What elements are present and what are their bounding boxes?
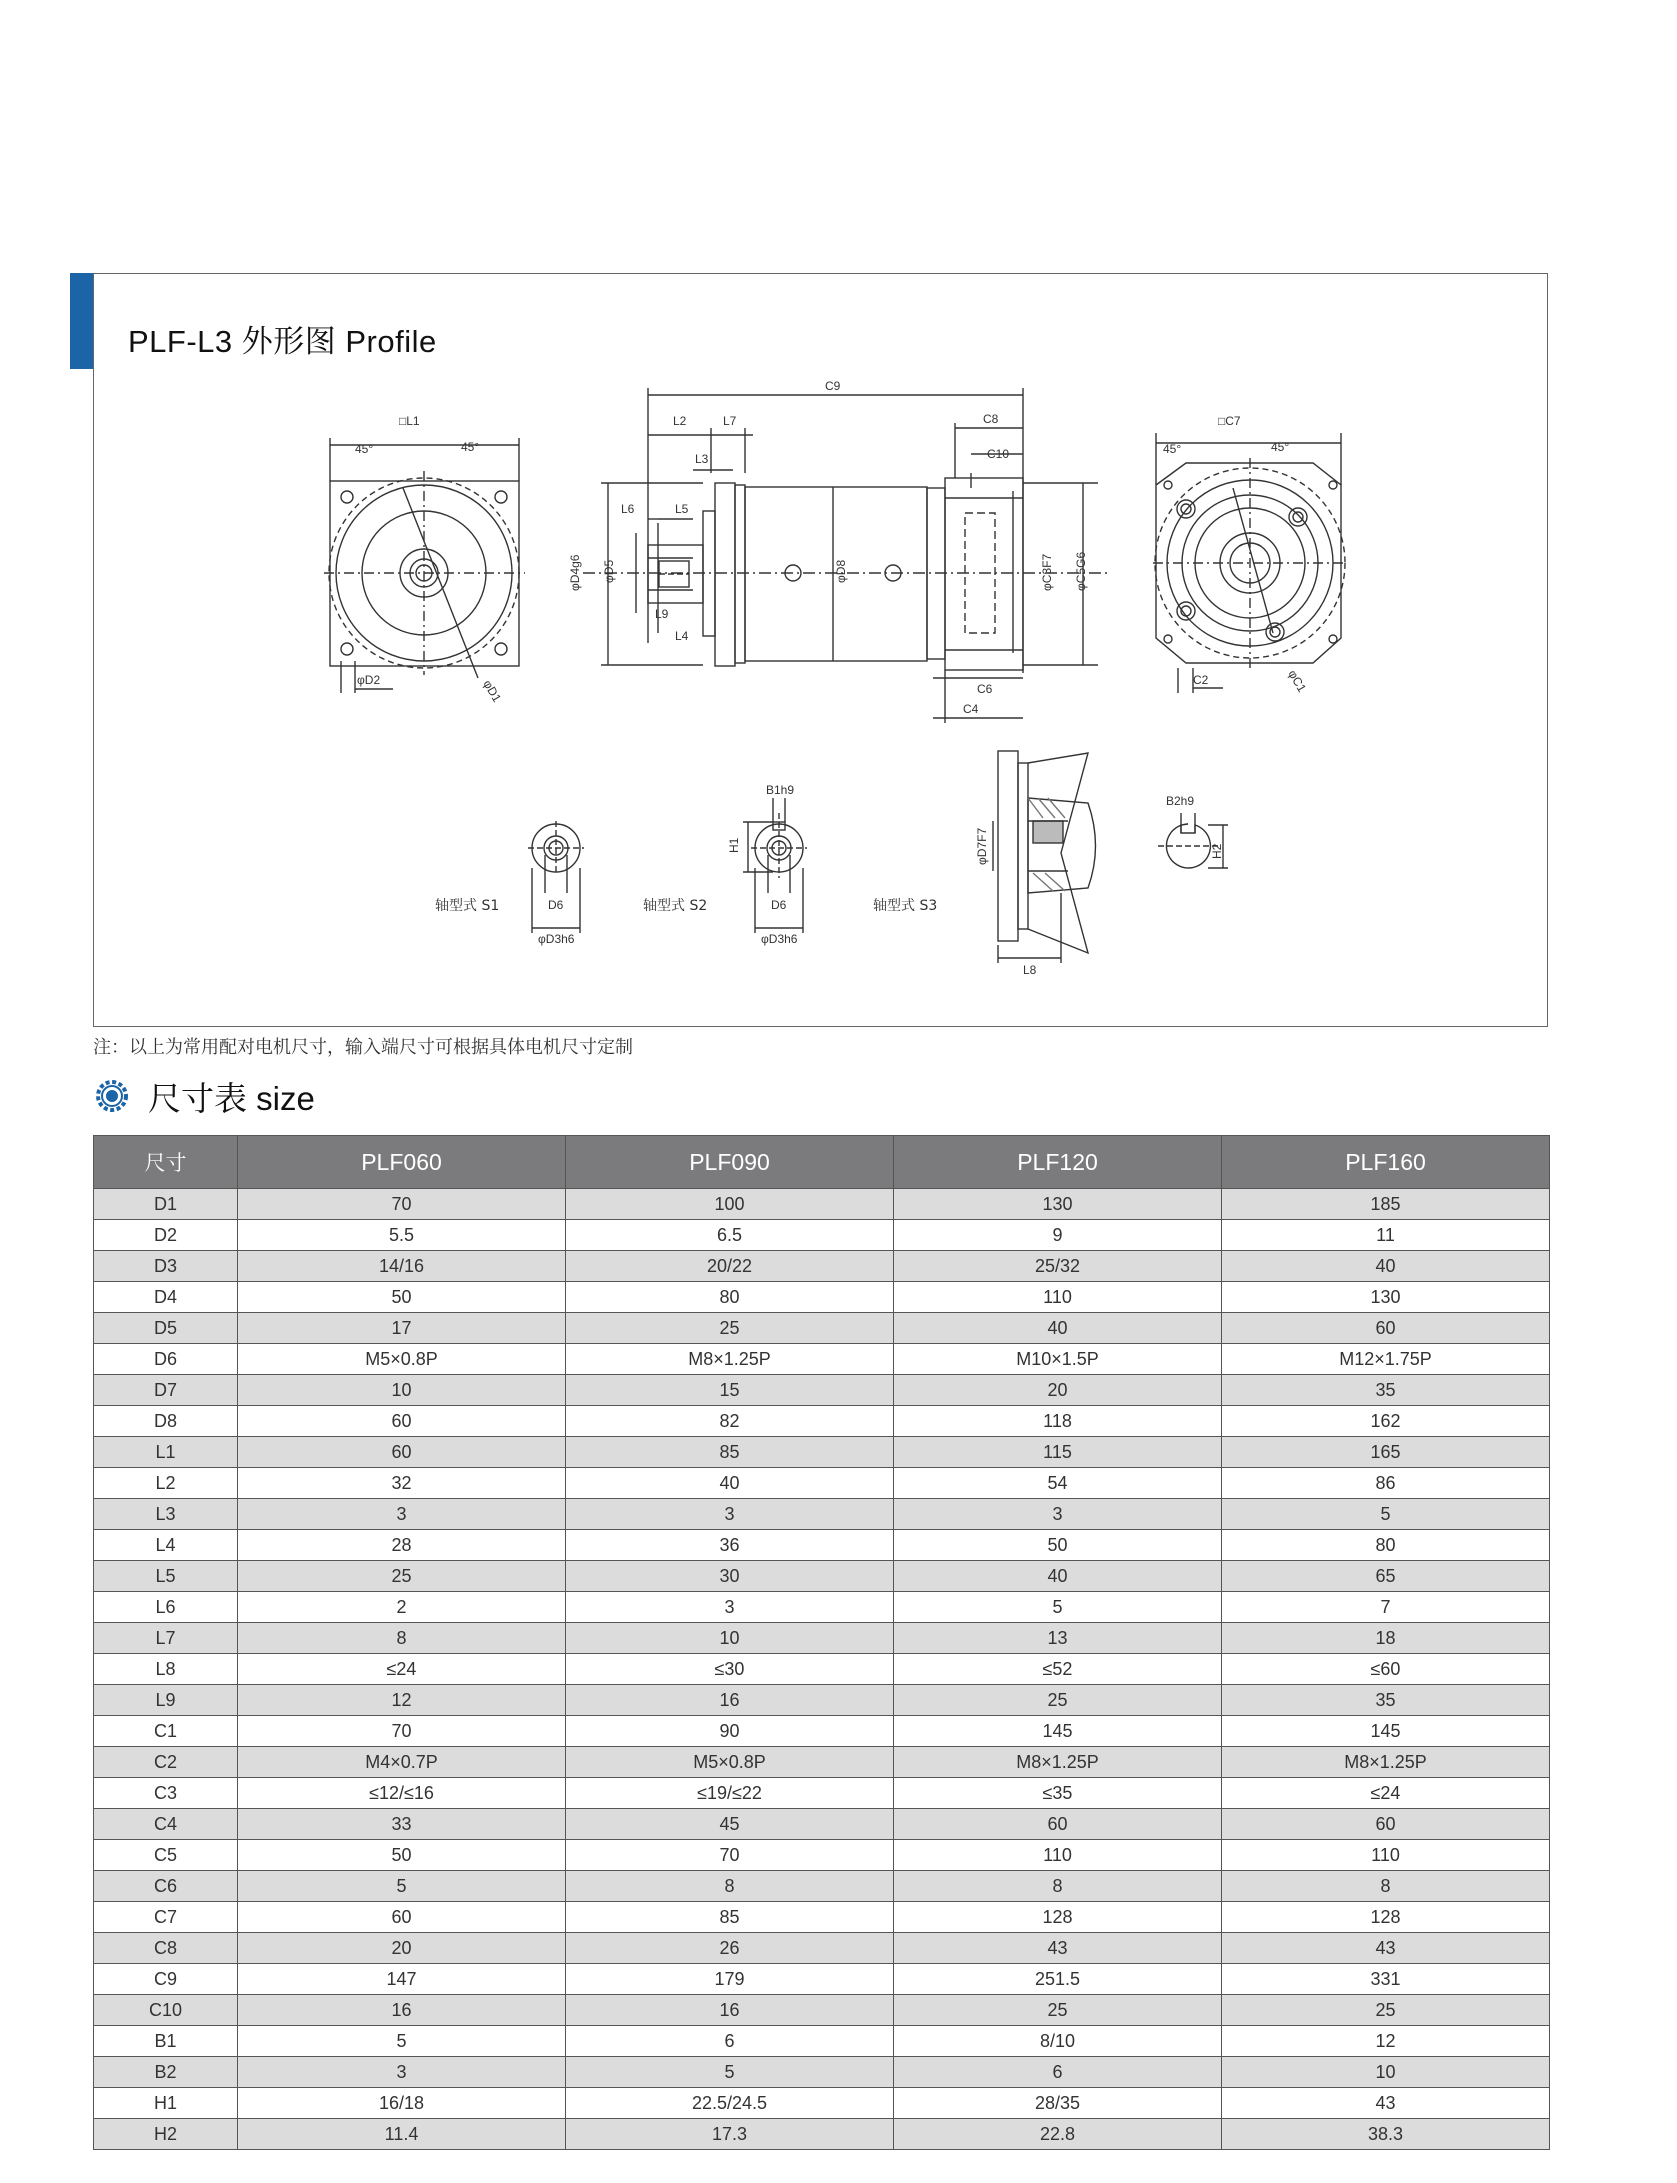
table-cell: ≤12/≤16 [238,1778,566,1809]
dim-label-45-b: 45° [461,440,480,454]
table-row [94,1375,1550,1406]
table-row [94,2026,1550,2057]
table-row [94,1468,1550,1499]
table-cell: 22.5/24.5 [566,2088,894,2119]
dim-label-d5: φD5 [602,559,616,583]
table-cell: 25 [894,1995,1222,2026]
table-row-label: D7 [94,1375,238,1406]
table-cell: 40 [894,1561,1222,1592]
table-row-label: C8 [94,1933,238,1964]
table-cell: ≤19/≤22 [566,1778,894,1809]
table-cell: 6 [894,2057,1222,2088]
table-cell: 9 [894,1220,1222,1251]
size-title: 尺寸表 size [148,1079,315,1117]
table-row-label: C6 [94,1871,238,1902]
table-cell: 185 [1222,1189,1550,1220]
table-cell: 251.5 [894,1964,1222,1995]
table-cell: 16/18 [238,2088,566,2119]
table-cell: 25 [566,1313,894,1344]
table-cell: 50 [238,1840,566,1871]
table-row-label: C7 [94,1902,238,1933]
table-cell: 32 [238,1468,566,1499]
table-cell: ≤52 [894,1654,1222,1685]
dim-label-h1: H1 [727,837,741,853]
table-row-label: L7 [94,1623,238,1654]
table-cell: M5×0.8P [566,1747,894,1778]
table-cell: 43 [1222,1933,1550,1964]
table-cell: 16 [238,1995,566,2026]
table-cell: 90 [566,1716,894,1747]
table-cell: 45 [566,1809,894,1840]
table-cell: 70 [566,1840,894,1871]
table-row-label: L2 [94,1468,238,1499]
table-row-label: D5 [94,1313,238,1344]
table-cell: 20/22 [566,1251,894,1282]
dim-label-c10: C10 [987,447,1010,461]
dim-label-h2: H2 [1210,843,1224,859]
dim-label-c5: φC5G6 [1074,551,1088,591]
table-cell: 54 [894,1468,1222,1499]
table-cell: 60 [894,1809,1222,1840]
table-cell: 8 [238,1623,566,1654]
table-cell: M8×1.25P [894,1747,1222,1778]
table-row-label: L9 [94,1685,238,1716]
table-row-label: C5 [94,1840,238,1871]
dim-label-l3: L3 [695,452,709,466]
table-cell: 14/16 [238,1251,566,1282]
table-cell: 331 [1222,1964,1550,1995]
table-row [94,2057,1550,2088]
table-cell: 10 [566,1623,894,1654]
header-plf060: PLF060 [238,1136,566,1189]
table-cell: M12×1.75P [1222,1344,1550,1375]
table-header-row [94,1136,1550,1189]
table-row-label: D1 [94,1189,238,1220]
table-cell: 179 [566,1964,894,1995]
table-cell: 11 [1222,1220,1550,1251]
dim-label-c8: C8 [983,412,999,426]
table-cell: 6.5 [566,1220,894,1251]
table-row-label: L8 [94,1654,238,1685]
table-row [94,1871,1550,1902]
table-cell: 17 [238,1313,566,1344]
dim-label-c7: □C7 [1218,414,1241,428]
gear-icon [96,1080,128,1112]
table-cell: 17.3 [566,2119,894,2150]
table-cell: 110 [1222,1840,1550,1871]
table-body [94,1189,1550,2150]
table-cell: 33 [238,1809,566,1840]
table-row [94,1716,1550,1747]
section-accent-bar [70,273,94,369]
table-cell: 3 [566,1592,894,1623]
table-cell: 8 [566,1871,894,1902]
table-cell: 85 [566,1437,894,1468]
table-row-label: C3 [94,1778,238,1809]
table-cell: 145 [894,1716,1222,1747]
dim-label-c3: φC3F7 [1040,553,1054,591]
table-row [94,1809,1550,1840]
table-cell: 38.3 [1222,2119,1550,2150]
table-cell: 11.4 [238,2119,566,2150]
table-row [94,1778,1550,1809]
table-row [94,1592,1550,1623]
dim-label-c4: C4 [963,702,979,716]
table-cell: 18 [1222,1623,1550,1654]
table-cell: 60 [238,1406,566,1437]
table-cell: 16 [566,1995,894,2026]
table-cell: M5×0.8P [238,1344,566,1375]
table-cell: ≤35 [894,1778,1222,1809]
table-cell: 3 [238,2057,566,2088]
table-row-label: C1 [94,1716,238,1747]
table-cell: 3 [238,1499,566,1530]
table-cell: 13 [894,1623,1222,1654]
table-cell: 12 [238,1685,566,1716]
table-cell: 145 [1222,1716,1550,1747]
table-cell: 25 [894,1685,1222,1716]
table-cell: 15 [566,1375,894,1406]
dim-label-d2: φD2 [357,673,381,687]
dim-label-c1: φC1 [1285,667,1310,695]
dim-label-45-c: 45° [1163,442,1182,456]
table-row-label: L6 [94,1592,238,1623]
shaft-label-s2: 轴型式 S2 [643,898,708,914]
table-cell: 5 [238,2026,566,2057]
table-cell: 147 [238,1964,566,1995]
table-cell: 130 [1222,1282,1550,1313]
table-row [94,2119,1550,2150]
table-cell: M4×0.7P [238,1747,566,1778]
table-row [94,1561,1550,1592]
table-cell: 35 [1222,1375,1550,1406]
table-row-label: C9 [94,1964,238,1995]
table-row-label: L1 [94,1437,238,1468]
table-row [94,1437,1550,1468]
table-cell: ≤24 [1222,1778,1550,1809]
table-cell: 100 [566,1189,894,1220]
table-cell: 162 [1222,1406,1550,1437]
table-row-label: L4 [94,1530,238,1561]
table-row [94,1654,1550,1685]
dim-label-l6: L6 [621,502,635,516]
table-cell: 128 [1222,1902,1550,1933]
table-cell: 2 [238,1592,566,1623]
table-cell: M8×1.25P [1222,1747,1550,1778]
table-row-label: C2 [94,1747,238,1778]
table-row [94,1189,1550,1220]
table-cell: 28/35 [894,2088,1222,2119]
table-row-label: H2 [94,2119,238,2150]
table-cell: 60 [1222,1313,1550,1344]
table-row [94,1530,1550,1561]
table-cell: 28 [238,1530,566,1561]
table-row-label: H1 [94,2088,238,2119]
table-row-label: B1 [94,2026,238,2057]
table-row [94,1902,1550,1933]
table-row [94,2088,1550,2119]
profile-note: 注：以上为常用配对电机尺寸，输入端尺寸可根据具体电机尺寸定制 [93,1037,633,1057]
dim-label-d4: φD4g6 [568,554,582,591]
table-cell: 82 [566,1406,894,1437]
table-cell: 60 [1222,1809,1550,1840]
table-cell: 130 [894,1189,1222,1220]
table-cell: 128 [894,1902,1222,1933]
table-cell: 118 [894,1406,1222,1437]
table-cell: 16 [566,1685,894,1716]
table-cell: 22.8 [894,2119,1222,2150]
table-cell: ≤24 [238,1654,566,1685]
size-table [93,1135,1550,2150]
size-heading [96,1075,315,1117]
table-cell: 3 [566,1499,894,1530]
table-row [94,1251,1550,1282]
shaft-label-s1: 轴型式 S1 [435,898,500,914]
dim-label-l4: L4 [675,629,689,643]
table-cell: 80 [1222,1530,1550,1561]
input-end-view [324,438,525,693]
table-row [94,1623,1550,1654]
table-row-label: D4 [94,1282,238,1313]
table-cell: 5.5 [238,1220,566,1251]
table-cell: 50 [894,1530,1222,1561]
table-cell: 8 [1222,1871,1550,1902]
dim-label-l9: L9 [655,607,669,621]
table-row-label: C10 [94,1995,238,2026]
table-cell: 25 [1222,1995,1550,2026]
table-row-label: L5 [94,1561,238,1592]
table-row-label: B2 [94,2057,238,2088]
shaft-label-s3: 轴型式 S3 [873,898,938,914]
dim-label-d3-s2: φD3h6 [761,932,798,946]
table-cell: 40 [566,1468,894,1499]
table-row [94,1406,1550,1437]
dim-label-d6-s1: D6 [548,898,564,912]
table-cell: 43 [1222,2088,1550,2119]
table-cell: 50 [238,1282,566,1313]
table-cell: 40 [1222,1251,1550,1282]
table-row-label: D2 [94,1220,238,1251]
table-cell: 5 [566,2057,894,2088]
dim-label-b1: B1h9 [766,783,795,797]
dim-label-d8: φD8 [834,559,848,583]
dim-label-c2: C2 [1193,673,1209,687]
dim-label-45-d: 45° [1271,440,1290,454]
header-plf120: PLF120 [894,1136,1222,1189]
table-cell: 7 [1222,1592,1550,1623]
table-row-label: D3 [94,1251,238,1282]
table-row [94,1282,1550,1313]
profile-title: PLF-L3 外形图 Profile [128,324,437,359]
profile-drawing [93,273,1548,1027]
table-cell: 70 [238,1189,566,1220]
table-row-label: D6 [94,1344,238,1375]
table-row [94,1995,1550,2026]
table-row-label: L3 [94,1499,238,1530]
table-row [94,1313,1550,1344]
table-cell: 10 [1222,2057,1550,2088]
table-cell: 30 [566,1561,894,1592]
table-cell: 60 [238,1902,566,1933]
table-cell: 65 [1222,1561,1550,1592]
table-cell: 8 [894,1871,1222,1902]
dim-label-l2: L2 [673,414,687,428]
table-cell: 110 [894,1282,1222,1313]
table-cell: 5 [894,1592,1222,1623]
table-cell: ≤60 [1222,1654,1550,1685]
shaft-s3-detail [993,751,1228,963]
table-cell: 43 [894,1933,1222,1964]
dim-label-l5: L5 [675,502,689,516]
table-cell: 70 [238,1716,566,1747]
table-row [94,1220,1550,1251]
table-cell: 85 [566,1902,894,1933]
dim-label-l1: □L1 [399,414,420,428]
table-row [94,1685,1550,1716]
table-cell: 26 [566,1933,894,1964]
table-cell: 20 [894,1375,1222,1406]
table-cell: ≤30 [566,1654,894,1685]
table-cell: 110 [894,1840,1222,1871]
shaft-s1-detail [528,821,584,933]
table-cell: 115 [894,1437,1222,1468]
side-view [583,388,1108,723]
dim-label-l7: L7 [723,414,737,428]
table-cell: 12 [1222,2026,1550,2057]
table-row-label: D8 [94,1406,238,1437]
table-row [94,1840,1550,1871]
dim-label-45-a: 45° [355,442,374,456]
table-cell: 80 [566,1282,894,1313]
table-cell: 25 [238,1561,566,1592]
dim-label-d6-s2: D6 [771,898,787,912]
table-cell: 8/10 [894,2026,1222,2057]
table-cell: 25/32 [894,1251,1222,1282]
table-cell: 86 [1222,1468,1550,1499]
table-row [94,1747,1550,1778]
table-cell: 5 [238,1871,566,1902]
output-end-view [1153,433,1347,693]
table-cell: 40 [894,1313,1222,1344]
table-row [94,1964,1550,1995]
header-plf090: PLF090 [566,1136,894,1189]
dim-label-d3-s1: φD3h6 [538,932,575,946]
table-cell: 3 [894,1499,1222,1530]
table-cell: 6 [566,2026,894,2057]
table-row [94,1499,1550,1530]
table-row-label: C4 [94,1809,238,1840]
dim-label-b2: B2h9 [1166,794,1195,808]
dim-label-c9: C9 [825,379,841,393]
table-cell: 10 [238,1375,566,1406]
dim-label-d1: φD1 [480,677,505,705]
table-cell: M8×1.25P [566,1344,894,1375]
table-cell: 5 [1222,1499,1550,1530]
table-row [94,1344,1550,1375]
dim-label-c6: C6 [977,682,993,696]
header-dimension: 尺寸 [94,1136,238,1189]
dim-label-d7: φD7F7 [975,827,989,865]
header-plf160: PLF160 [1222,1136,1550,1189]
table-cell: 36 [566,1530,894,1561]
table-cell: 35 [1222,1685,1550,1716]
table-cell: 165 [1222,1437,1550,1468]
table-cell: 60 [238,1437,566,1468]
table-cell: 20 [238,1933,566,1964]
dim-label-l8: L8 [1023,963,1037,977]
table-cell: M10×1.5P [894,1344,1222,1375]
table-row [94,1933,1550,1964]
shaft-s2-detail [743,798,807,933]
